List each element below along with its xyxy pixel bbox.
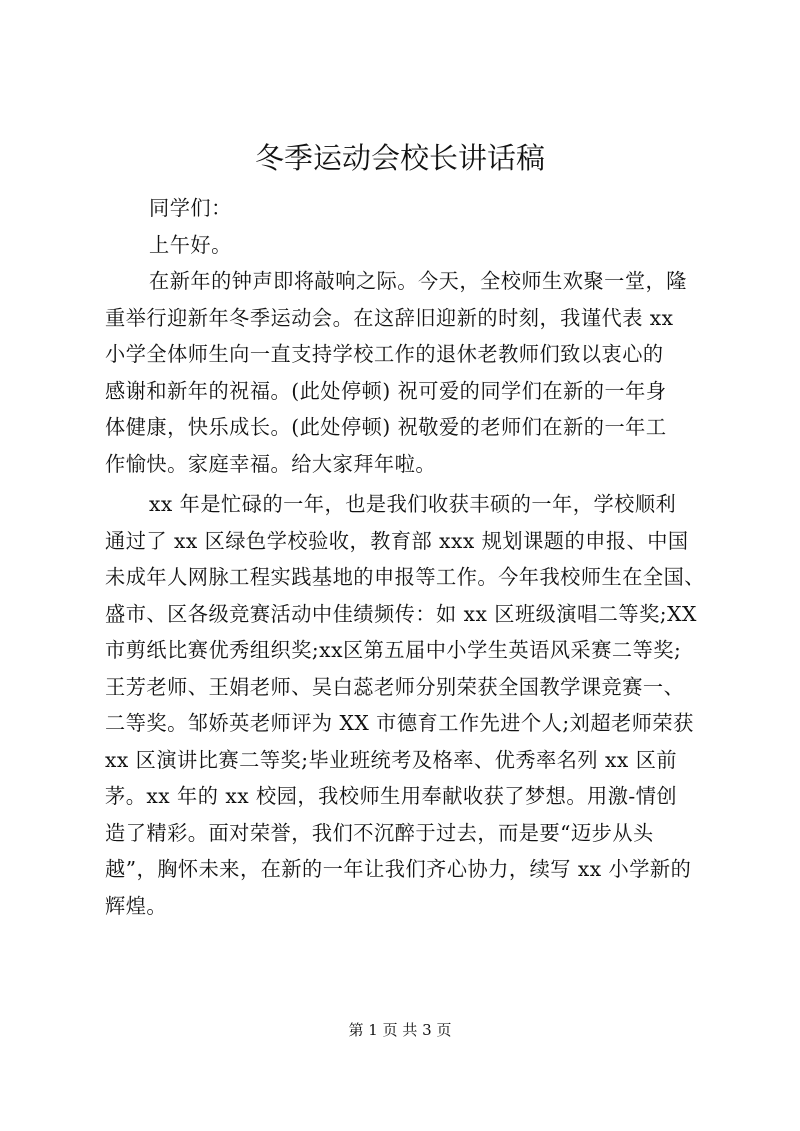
paragraph-line: 体健康，快乐成长。(此处停顿) 祝敬爱的老师们在新的一年工 (105, 415, 667, 439)
document-body (105, 190, 709, 924)
page-footer: 第 1 页 共 3 页 (348, 1021, 452, 1039)
paragraph-line: 作愉快。家庭幸福。给大家拜年啦。 (105, 451, 437, 476)
paragraph-line: 二等奖。邹娇英老师评为 XX 市德育工作先进个人;刘超老师荣获 (105, 711, 694, 735)
paragraph-line: 小学全体师生向一直支持学校工作的退休老教师们致以衷心的 (105, 342, 664, 366)
paragraph-1 (105, 263, 709, 482)
paragraph-line: 重举行迎新年冬季运动会。在这辞旧迎新的时刻，我谨代表 xx (105, 305, 674, 330)
paragraph-line: 王芳老师、王娟老师、吴白蕊老师分别荣获全国教学课竞赛一、 (105, 674, 685, 699)
paragraph-line: 越”，胸怀未来，在新的一年让我们齐心协力，续写 xx 小学新的 (105, 857, 692, 881)
paragraph-2 (105, 486, 709, 924)
paragraph-line: 茅。xx 年的 xx 校园，我校师生用奉献收获了梦想。用激-情创 (105, 784, 678, 808)
paragraph-line: xx 区演讲比赛二等奖;毕业班统考及格率、优秀率名列 xx 区前 (105, 747, 678, 772)
paragraph-line: 市剪纸比赛优秀组织奖;xx区第五届中小学生英语风采赛二等奖; (105, 638, 682, 662)
paragraph-line: 在新年的钟声即将敲响之际。今天，全校师生欢聚一堂，隆 (149, 269, 687, 293)
greeting: 上午好。 (149, 232, 232, 257)
paragraph-line: xx 年是忙碌的一年，也是我们收获丰硕的一年，学校顺利 (149, 492, 677, 516)
paragraph-line: 盛市、区各级竞赛活动中佳绩频传：如 xx 区班级演唱二等奖;XX (105, 601, 697, 626)
document-title: 冬季运动会校长讲话稿 (254, 141, 545, 175)
paragraph-line: 通过了 xx 区绿色学校验收，教育部 xxx 规划课题的申报、中国 (105, 528, 689, 553)
paragraph-line: 造了精彩。面对荣誉，我们不沉醉于过去，而是要“迈步从头 (105, 820, 654, 845)
paragraph-line: 感谢和新年的祝福。(此处停顿) 祝可爱的同学们在新的一年身 (105, 378, 667, 403)
paragraph-line: 辉煌。 (105, 893, 168, 918)
paragraph-line: 未成年人网脉工程实践基地的申报等工作。今年我校师生在全国、 (105, 565, 705, 589)
salutation: 同学们： (149, 196, 232, 220)
